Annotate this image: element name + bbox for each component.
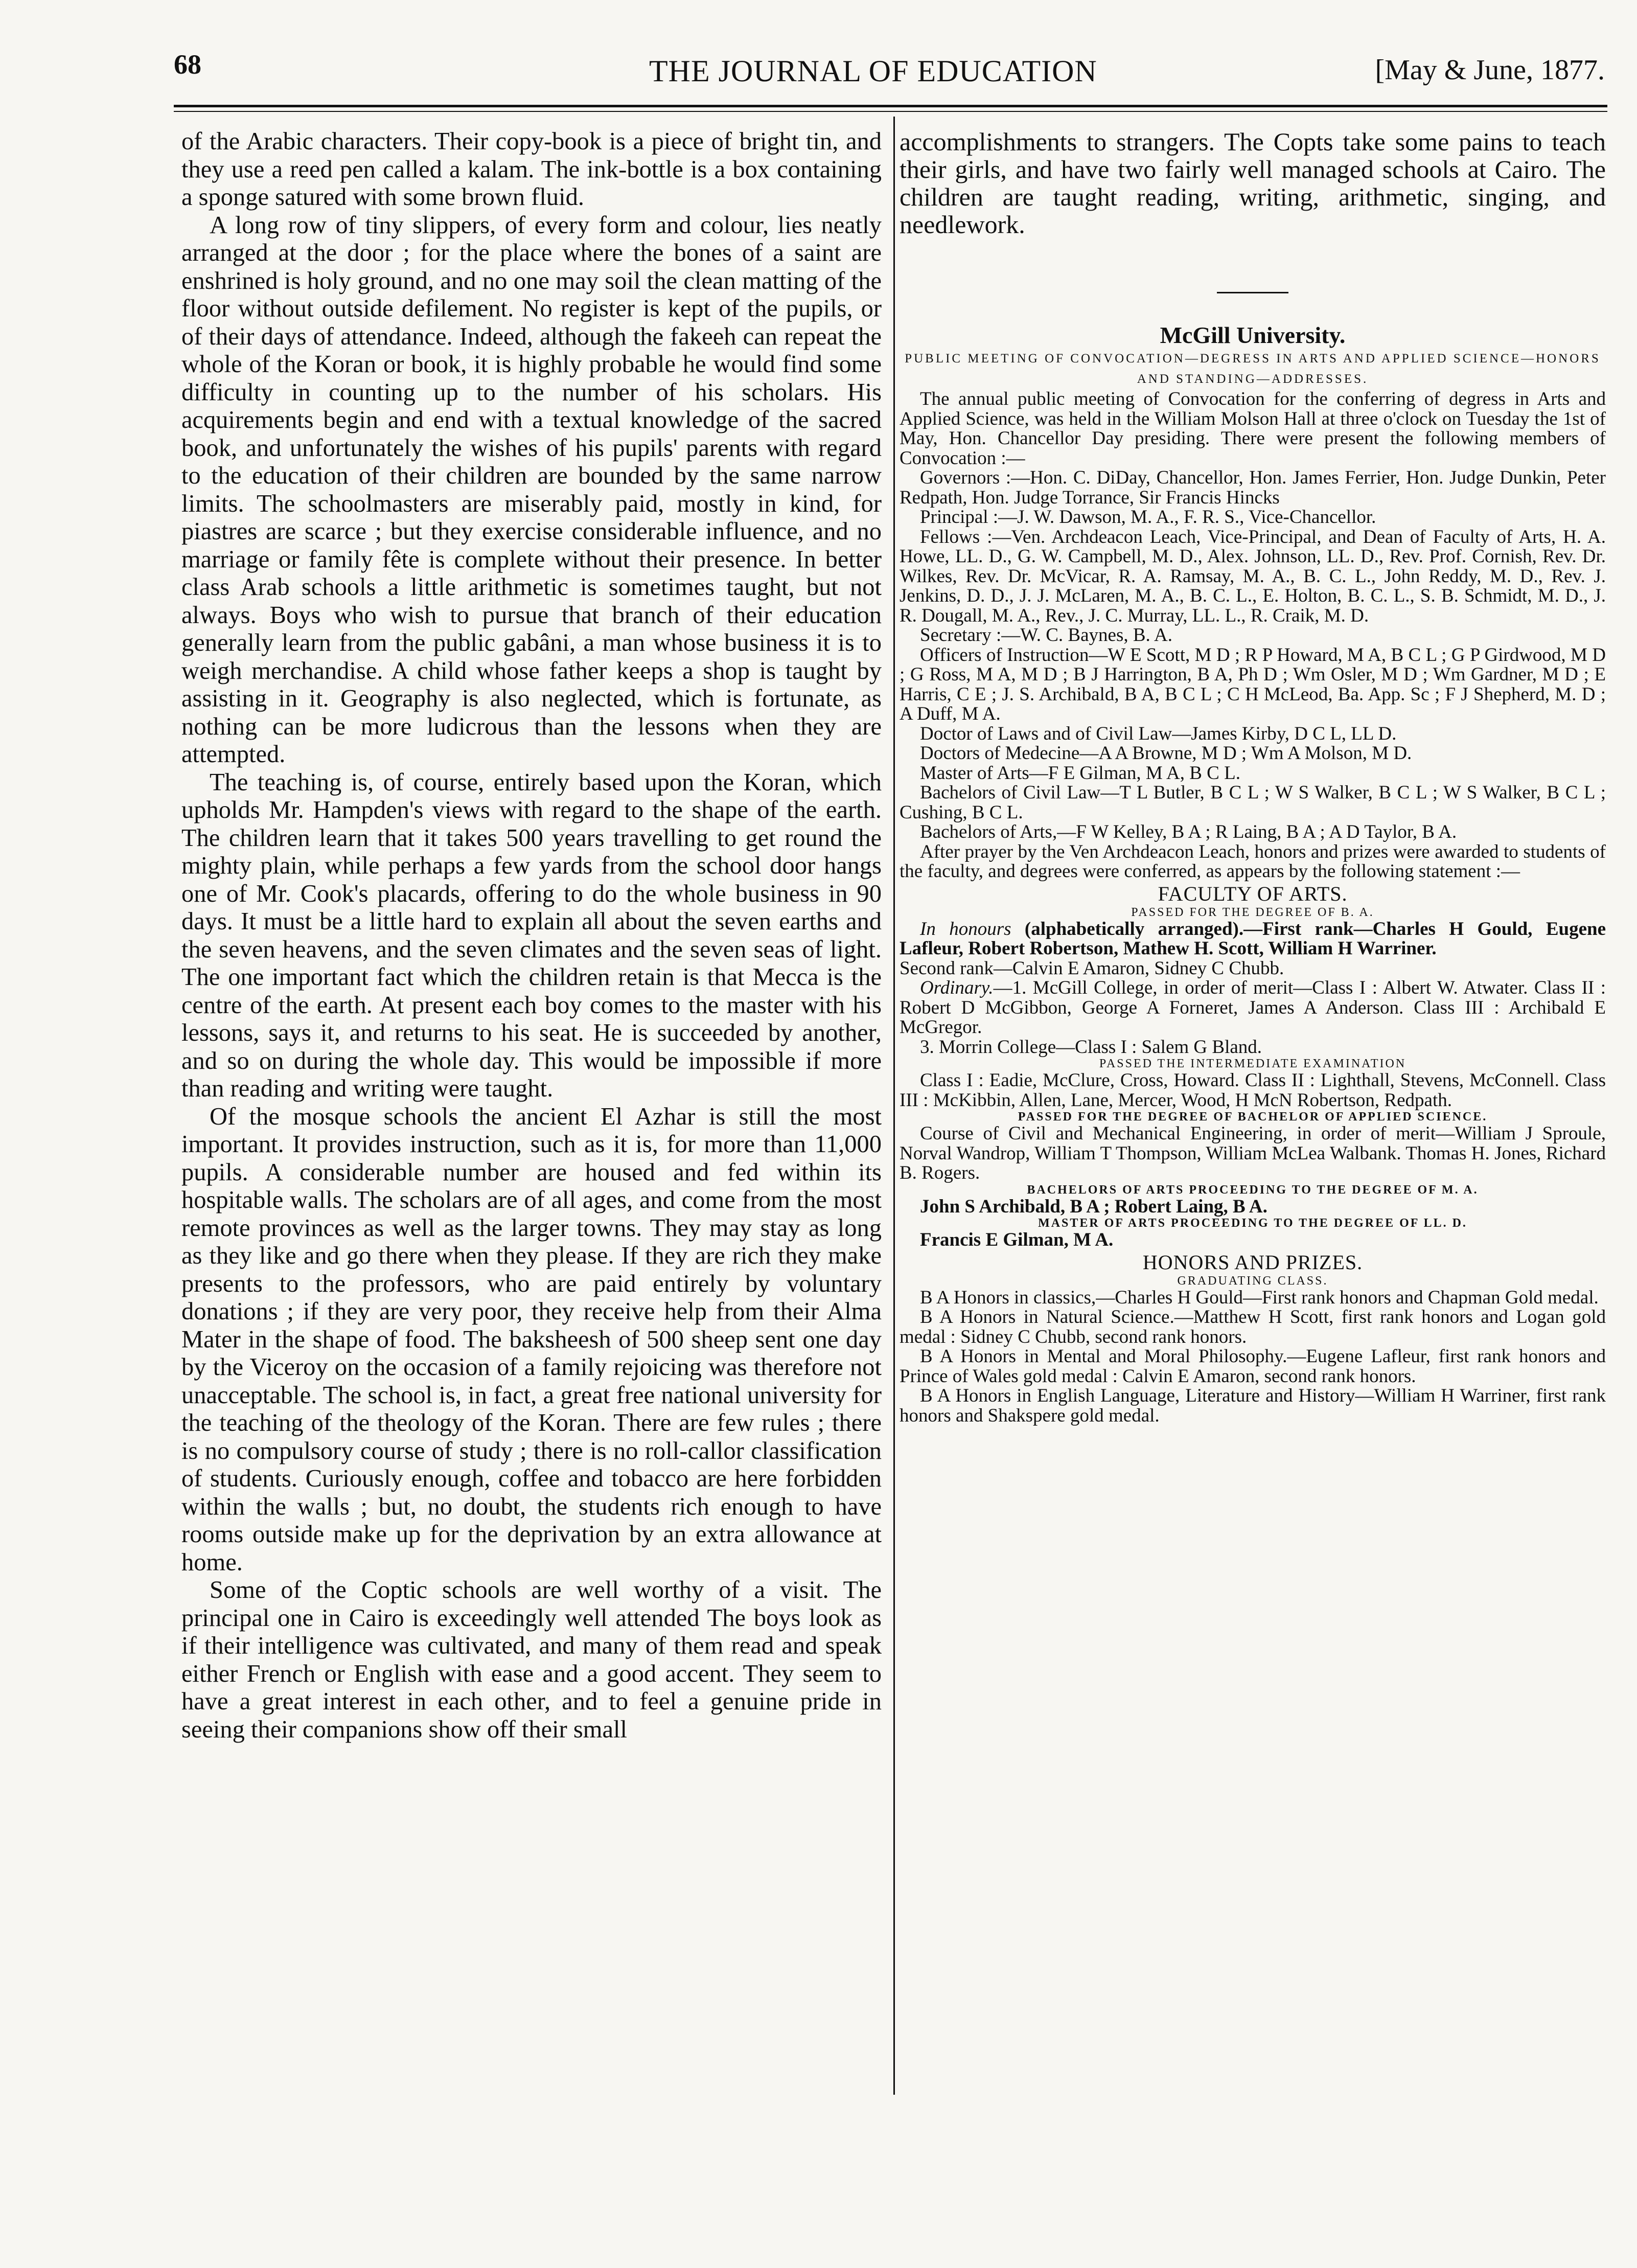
member-fellows: Fellows :—Ven. Archdeacon Leach, Vice-Principal, and Dean of Faculty of Arts, H. A. Howe, LL. D., G. W. Campbell, M. D., Alex. Johnson, LL. D., Rev. Prof. Cornish, Rev. Dr. Wilkes, Rev. Dr. McVicar, R. A. Ramsay, M. A., B. C. L., John Reddy, M. D., Rev. J. Jenkins, D. D., J. J. McLaren, M. A., B. C. L., E. Holton, B. C. L., S. B. Schmidt, M. D., J. R. Dougall, M. A., Rev., J. C. Murray, LL. L., R. Craik, M. D. (900, 526, 1606, 626)
left-paragraph-4: Of the mosque schools the ancient El Azhar is still the most important. It provides instruction, such as it is, for more than 11,000 pupils. A considerable number are housed and fed within its hospitable walls. The scholars are of all ages, and come from the most remote provinces as well as the larger towns. They may stay as long as they like and go there when they please. If they are rich they make presents to the professors, who are paid entirely by voluntary donations ; if they are very poor, they receive help from their Alma Mater in the shape of food. The baksheesh of 500 sheep sent one day by the Viceroy on the occasion of a family rejoicing was therefore not unacceptable. The school is, in fact, a great free national university for the teaching of the theology of the Koran. There are few rules ; there is no compulsory course of study ; there is no roll-callor classification of students. Curiously enough, coffee and tobacco are here forbidden within the walls ; but, no doubt, the students rich enough to have rooms outside make up for the deprivation by an extra allowance at home. (181, 1103, 882, 1576)
after-prayer-paragraph: After prayer by the Ven Archdeacon Leach, honors and prizes were awarded to students of the faculty, and degrees were conferred, as appears by the following statement :— (900, 841, 1606, 882)
member-bachelors-civil-law: Bachelors of Civil Law—T L Butler, B C L ; W S Walker, B C L ; W S Walker, B C L ; Cushing, B C L. (900, 782, 1606, 823)
intro-paragraph: The annual public meeting of Convocation for the conferring of degress in Arts and Applied Science, was held in the William Molson Hall at three o'clock on Tuesday the 1st of May, Hon. Chancellor Day presiding. There were present the following members of Convocation :— (900, 388, 1606, 469)
intermediate-heading: PASSED THE INTERMEDIATE EXAMINATION (1099, 1057, 1407, 1070)
intermediate-text: Class I : Eadie, McClure, Cross, Howard. Class II : Lighthall, Stevens, McConnell. Class III : McKibbin, Allen, Lane, Mercer, Wood, H McN Robertson, Redpath. (900, 1070, 1606, 1111)
honors-heading: HONORS AND PRIZES. (1142, 1250, 1363, 1274)
left-paragraph-5: Some of the Coptic schools are well worthy of a visit. The principal one in Cairo is exceedingly well attended The boys look as if their intelligence was cultivated, and many of them read and speak either French or English with ease and a good accent. They seem to have a great interest in each other, and to feel a genuine pride in seeing their companions show off their small (181, 1576, 882, 1743)
member-master-arts: Master of Arts—F E Gilman, M A, B C L. (920, 762, 1240, 784)
ba-ordinary-text: —1. McGill College, in order of merit—Class I : Albert W. Atwater. Class II : Robert D McGibbon, George A Forneret, James A Anderson. Class III : Archibald E McGregor. (900, 977, 1606, 1038)
section-separator (1217, 292, 1288, 293)
continuation-paragraph: accomplishments to strangers. The Copts take some pains to teach their girls, and have two fairly well managed schools at Cairo. The children are taught reading, writing, arithmetic, singing, and needlework. (900, 127, 1606, 239)
lld-text: Francis E Gilman, M A. (920, 1229, 1114, 1250)
honor-natural-science: B A Honors in Natural Science.—Matthew H Scott, first rank honors and Logan gold medal : Sidney C Chubb, second rank honors. (900, 1307, 1606, 1347)
honor-classics: B A Honors in classics,—Charles H Gould—First rank honors and Chapman Gold medal. (920, 1287, 1599, 1308)
ba-ordinary-label: Ordinary. (920, 977, 994, 998)
ba-honours-text: (alphabetically arranged).—First rank—Charles H Gould, Eugene Lafleur, Robert Robertson, Mathew H. Scott, William H Warriner. (900, 918, 1606, 959)
member-doctors-medicine: Doctors of Medecine—A A Browne, M D ; Wm A Molson, M D. (920, 743, 1412, 764)
ba-second-rank: Second rank—Calvin E Amaron, Sidney C Chubb. (900, 957, 1284, 979)
member-officers: Officers of Instruction—W E Scott, M D ; R P Howard, M A, B C L ; G P Girdwood, M D ; G Ross, M A, M D ; B J Harrington, B A, Ph D ; Wm Osler, M D ; Wm Gardner, M D ; E Harris, C E ; J. S. Archibald, B A, B C L ; C H McLeod, Ba. App. Sc ; F J Shepherd, M. D ; A Duff, M A. (900, 644, 1606, 724)
member-bachelors-arts: Bachelors of Arts,—F W Kelley, B A ; R Laing, B A ; A D Taylor, B A. (920, 821, 1457, 842)
ba-heading: PASSED FOR THE DEGREE OF B. A. (1131, 905, 1374, 919)
faculty-heading: FACULTY OF ARTS. (1158, 882, 1348, 905)
page-number: 68 (174, 49, 201, 80)
right-column (900, 128, 1606, 1426)
left-paragraph-3: The teaching is, of course, entirely based upon the Koran, which upholds Mr. Hampden's views with regard to the shape of the earth. The children learn that it takes 500 years travelling to get round the mighty plain, while perhaps a few yards from the school door hangs one of Mr. Cook's placards, offering to do the whole business in 90 days. It must be a little hard to explain all about the seven earths and the seven heavens, and the seven climates and the seven seas of light. The one important fact which the children retain is that Mecca is the centre of the earth. At present each boy comes to the master with his lessons, says it, and returns to his seat. He is succeeded by another, and so on during the whole day. This would be impossible if more than reading and writing were taught. (181, 768, 882, 1102)
left-paragraph-2: A long row of tiny slippers, of every form and colour, lies neatly arranged at the door ; for the place where the bones of a saint are enshrined is holy ground, and no one may soil the clean matting of the floor without outside defilement. No register is kept of the pupils, or of their days of attendance. Indeed, although the fakeeh can repeat the whole of the Koran or book, it is highly probable he would find some difficulty in counting up to the number of his scholars. His acquirements begin and end with a textual knowledge of the sacred book, and unfortunately the wishes of his pupils' parents with regard to the education of their children are bounded by the same narrow limits. The schoolmasters are miserably paid, mostly in kind, for piastres are scarce ; but they exercise considerable influence, and no marriage or family fête is complete without their presence. In better class Arab schools a little arithmetic is sometimes taught, but not always. Boys who wish to pursue that branch of their education generally learn from the public gabâni, a man whose business it is to weigh merchandise. A child whose father keeps a shop is taught by assisting in it. Geography is also neglected, which is fortunate, as nothing can be more ludicrous than the lessons when they are attempted. (181, 211, 882, 768)
graduating-class-heading: GRADUATING CLASS. (1177, 1274, 1328, 1288)
honor-philosophy: B A Honors in Mental and Moral Philosophy.—Eugene Lafleur, first rank honors and Prince of Wales gold medal : Calvin E Amaron, second rank honors. (900, 1346, 1606, 1387)
ma-text: John S Archibald, B A ; Robert Laing, B A. (920, 1196, 1267, 1217)
ba-honours-paragraph (900, 920, 1606, 959)
lld-heading: MASTER OF ARTS PROCEEDING TO THE DEGREE OF LL. D. (1038, 1217, 1467, 1230)
member-governors: Governors :—Hon. C. DiDay, Chancellor, Hon. James Ferrier, Hon. Judge Dunkin, Peter Redpath, Hon. Judge Torrance, Sir Francis Hincks (900, 467, 1606, 508)
member-doctor-of-laws: Doctor of Laws and of Civil Law—James Kirby, D C L, LL D. (920, 723, 1397, 744)
column-divider (893, 117, 895, 2095)
member-secretary: Secretary :—W. C. Baynes, B. A. (920, 625, 1172, 646)
article-subtitle: PUBLIC MEETING OF CONVOCATION—DEGRESS IN ARTS AND APPLIED SCIENCE—HONORS AND STANDING—ADDRESSES. (905, 352, 1601, 386)
honor-english: B A Honors in English Language, Literature and History—William H Warriner, first rank honors and Shakspere gold medal. (900, 1385, 1606, 1426)
left-column (181, 128, 882, 1744)
ba-morrin: 3. Morrin College—Class I : Salem G Bland. (920, 1036, 1262, 1058)
applied-science-heading: PASSED FOR THE DEGREE OF BACHELOR OF APPLIED SCIENCE. (1018, 1110, 1488, 1124)
ba-honours-label: In honours (920, 918, 1011, 940)
ba-ordinary-paragraph (900, 978, 1606, 1038)
member-principal: Principal :—J. W. Dawson, M. A., F. R. S., Vice-Chancellor. (920, 507, 1376, 528)
journal-title: THE JOURNAL OF EDUCATION (649, 54, 1097, 88)
page-header (174, 49, 1605, 95)
article-title: McGill University. (1160, 322, 1346, 348)
header-rule-thin (174, 111, 1607, 112)
issue-date: [May & June, 1877. (1375, 54, 1605, 86)
applied-science-text: Course of Civil and Mechanical Engineering, in order of merit—William J Sproule, Norval Wandrop, William T Thompson, William McLea Walbank. Thomas H. Jones, Richard B. Rogers. (900, 1123, 1606, 1183)
header-rule-thick (174, 105, 1607, 107)
ma-heading: BACHELORS OF ARTS PROCEEDING TO THE DEGREE OF M. A. (1027, 1183, 1479, 1197)
left-paragraph-1: of the Arabic characters. Their copy-book is a piece of bright tin, and they use a reed pen called a kalam. The ink-bottle is a box containing a sponge satured with some brown fluid. (181, 128, 882, 211)
